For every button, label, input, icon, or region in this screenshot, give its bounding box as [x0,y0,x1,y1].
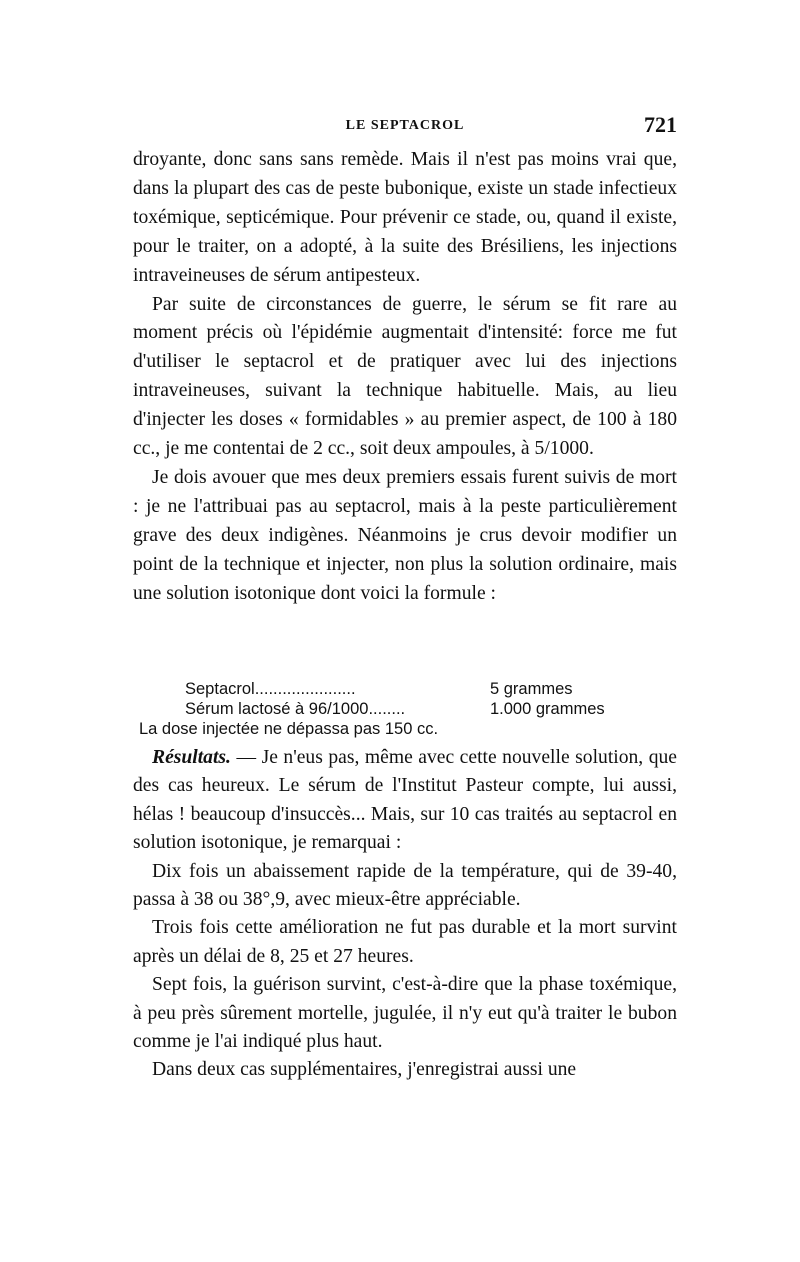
paragraph-continuation: droyante, donc sans sans remède. Mais il n'est pas moins vrai que, dans la plupart des cas de peste bubonique, existe un stade infectieux toxémique, septicémique. Pour prévenir ce stade, ou, quand il existe, pour le traiter, on a adopté, à la suite des Brésiliens, les injections intraveineuses de sérum antipesteux. [133,149,677,286]
formula-block [133,679,677,739]
formula-row [133,699,677,719]
running-title: LE SEPTACROL [345,118,465,133]
formula-quantity: 5 grammes [490,680,573,698]
formula-ingredient: Septacrol...................... [185,680,356,698]
paragraph-first-trials: Je dois avouer que mes deux premiers essais furent suivis de mort : je ne l'attribuai pas au septacrol, mais à la peste particulièrement grave des deux indigènes. Néanmoins je crus devoir modifier un point de la technique et injecter, non plus la solution ordinaire, mais une solution isotonique dont voici la formule : [133,466,677,604]
paragraph-results-intro [133,744,677,858]
paragraph-circumstances: Par suite de circonstances de guerre, le sérum se fit rare au moment précis où l'épidémie augmentait d'intensité: force me fut d'utiliser le septacrol et de pratiquer avec lui des injections intraveineuses, suivant la technique habituelle. Mais, au lieu d'injecter les doses « formidables » au premier aspect, de 100 à 180 cc., je me contentai de 2 cc., soit deux ampoules, à 5/1000. [133,293,677,460]
page-number: 721 [644,112,677,137]
paragraph-seven-cures: Sept fois, la guérison survint, c'est-à-dire que la phase toxémique, à peu près sûrement mortelle, jugulée, il n'y eut qu'à traiter le bubon comme je l'ai indiqué plus haut. [133,974,677,1053]
results-section [133,744,677,1085]
formula-row [133,679,677,699]
body-text [133,146,677,609]
results-intro-text: — Je n'eus pas, même avec cette nouvelle solution, que des cas heureux. Le sérum de l'Institut Pasteur compte, lui aussi, hélas ! beaucoup d'insuccès... Mais, sur 10 cas traités au septacrol en solution isotonique, je remarquai : [133,747,677,854]
page-header [133,112,677,142]
formula-ingredient: Sérum lactosé à 96/1000........ [185,700,406,718]
paragraph-two-extra-cases: Dans deux cas supplémentaires, j'enregistrai aussi une [152,1059,577,1081]
paragraph-ten-cases: Dix fois un abaissement rapide de la température, qui de 39-40, passa à 38 ou 38°,9, avec mieux-être appréciable. [133,860,677,911]
paragraph-three-deaths: Trois fois cette amélioration ne fut pas durable et la mort survint après un délai de 8, 25 et 27 heures. [133,917,677,967]
formula-quantity: 1.000 grammes [490,700,605,718]
formula-dose-note: La dose injectée ne dépassa pas 150 cc. [139,720,439,738]
results-heading: Résultats. [152,747,231,768]
